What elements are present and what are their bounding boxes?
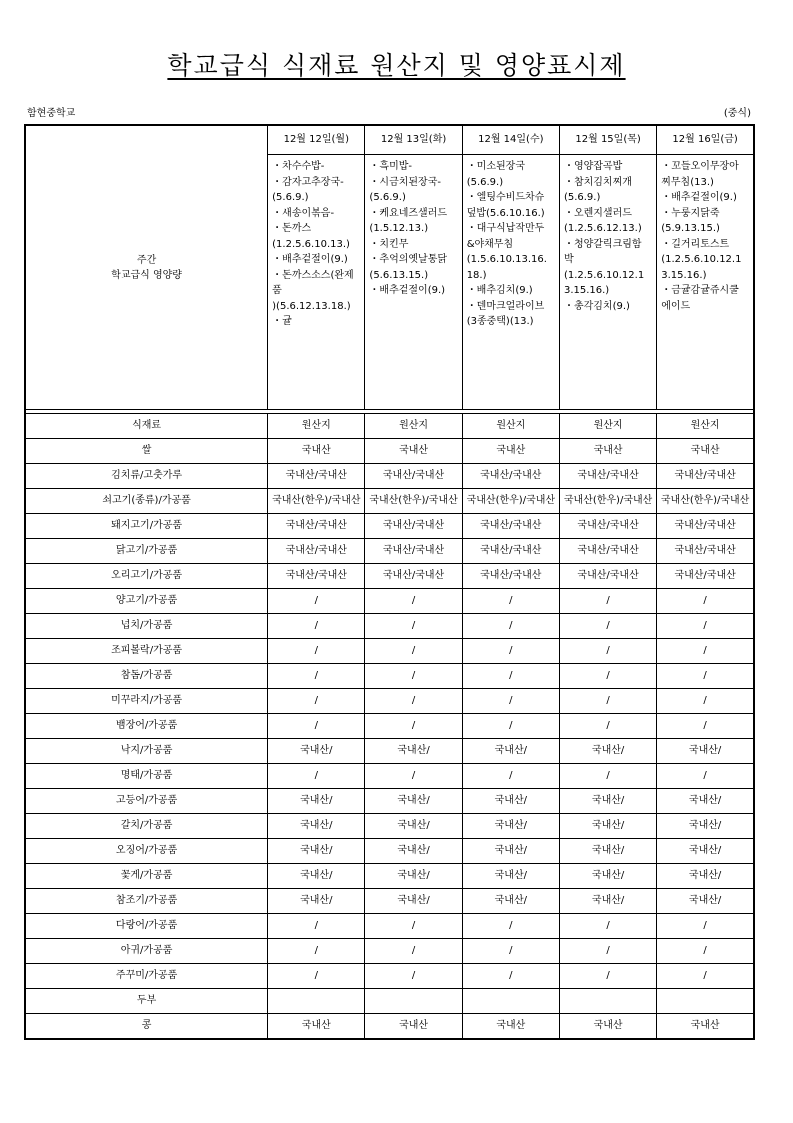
ingredient-label: 양고기/가공품	[25, 589, 268, 614]
date-cell: 12월 13일(화)	[365, 125, 462, 155]
menu-item: (1.5.12.13.)	[369, 223, 429, 234]
origin-value: /	[559, 664, 656, 689]
origin-value: /	[657, 964, 754, 989]
origin-value: /	[268, 764, 365, 789]
origin-row	[25, 864, 754, 889]
origin-row	[25, 589, 754, 614]
origin-value: 국내산/	[462, 839, 559, 864]
origin-value: 국내산	[462, 1014, 559, 1040]
origin-row	[25, 539, 754, 564]
origin-value: 국내산/	[268, 889, 365, 914]
menu-item: ・치킨무	[369, 238, 409, 250]
ingredient-label: 참돔/가공품	[25, 664, 268, 689]
origin-row	[25, 939, 754, 964]
origin-value: /	[268, 939, 365, 964]
origin-value: 국내산	[365, 439, 462, 464]
origin-value: 국내산/	[462, 814, 559, 839]
menu-item: ・돈까스	[272, 223, 312, 234]
origin-value: /	[657, 589, 754, 614]
menu-item: ・엘팅수비드차슈	[466, 192, 545, 203]
ingredient-label: 참조기/가공품	[25, 889, 268, 914]
origin-header: 원산지	[365, 414, 462, 439]
menu-item: (1.5.6.10.13.16.	[466, 254, 547, 265]
menu-item: ・배추김치(9.)	[466, 285, 533, 296]
menu-item: ・추억의옛날통닭	[369, 254, 448, 265]
menu-item: ・케요네즈샐러드	[369, 207, 448, 219]
menu-item: ・미소된장국	[466, 161, 525, 172]
origin-value: /	[268, 614, 365, 639]
menu-item: ・참치김치찌개	[563, 176, 632, 188]
document-title-text: 학교급식 식재료 원산지 및 영양표시제	[167, 51, 626, 80]
origin-row	[25, 689, 754, 714]
origin-value: /	[462, 639, 559, 664]
origin-value: 국내산/	[268, 864, 365, 889]
origin-value: /	[657, 714, 754, 739]
origin-value: 국내산(한우)/국내산	[657, 489, 754, 514]
menu-item: ・덴마크얼라이브	[466, 300, 545, 312]
origin-value: /	[268, 664, 365, 689]
menu-item: 3.15.16.)	[661, 269, 707, 281]
origin-value: 국내산/	[559, 864, 656, 889]
origin-value: 국내산/	[559, 739, 656, 764]
ingredient-label: 낙지/가공품	[25, 739, 268, 764]
origin-value	[559, 989, 656, 1014]
origin-value	[268, 989, 365, 1014]
menu-item: ・배추겉절이(9.)	[272, 254, 348, 265]
menu-item: ・새송이볶음-	[272, 207, 335, 219]
origin-row	[25, 839, 754, 864]
menu-item: ・총각김치(9.)	[563, 300, 630, 312]
origin-value: 국내산(한우)/국내산	[462, 489, 559, 514]
origin-row	[25, 489, 754, 514]
origin-value: /	[462, 589, 559, 614]
origin-value: 국내산	[559, 439, 656, 464]
origin-value: 국내산/국내산	[268, 514, 365, 539]
origin-value: 국내산/국내산	[268, 464, 365, 489]
menu-item: ・누룽지닭죽	[661, 207, 720, 219]
menu-item: (5.6.9.)	[466, 176, 504, 188]
origin-value: /	[559, 764, 656, 789]
origin-row	[25, 914, 754, 939]
menu-item: ・배추겉절이(9.)	[661, 192, 737, 203]
origin-value: 국내산/국내산	[365, 539, 462, 564]
origin-value: /	[365, 764, 462, 789]
menu-item: (5.9.13.15.)	[661, 223, 720, 234]
origin-value: 국내산/국내산	[462, 514, 559, 539]
menu-cell	[657, 155, 754, 410]
menu-item: ・영양잡곡밥	[563, 161, 623, 172]
origin-value: 국내산/	[462, 789, 559, 814]
ingredient-label: 김치류/고춧가루	[25, 464, 268, 489]
ingredient-label: 넙치/가공품	[25, 614, 268, 639]
origin-value: /	[559, 689, 656, 714]
ingredient-label: 오징어/가공품	[25, 839, 268, 864]
origin-row	[25, 789, 754, 814]
menu-item: ・돈까스소스(완제	[272, 269, 354, 281]
origin-value: /	[559, 614, 656, 639]
ingredient-label: 두부	[25, 989, 268, 1014]
origin-value: /	[268, 914, 365, 939]
menu-item: &야채무침	[466, 238, 514, 250]
menu-item: ・시금치된장국-	[369, 176, 441, 188]
origin-value: 국내산/	[268, 739, 365, 764]
origin-value: 국내산/국내산	[462, 564, 559, 589]
origin-row	[25, 714, 754, 739]
ingredient-label: 갈치/가공품	[25, 814, 268, 839]
ingredient-header: 식재료	[25, 414, 268, 439]
ingredient-label: 미꾸라지/가공품	[25, 689, 268, 714]
menu-item: (5.6.9.)	[369, 192, 406, 203]
origin-row	[25, 764, 754, 789]
origin-value	[365, 989, 462, 1014]
origin-value: 국내산/	[365, 739, 462, 764]
weekly-label-line: 학교급식 영양량	[111, 269, 182, 281]
origin-row	[25, 739, 754, 764]
menu-item: (5.6.9.)	[272, 192, 309, 203]
origin-row	[25, 889, 754, 914]
ingredient-label: 돼지고기/가공품	[25, 514, 268, 539]
origin-value: 국내산	[559, 1014, 656, 1040]
origin-value: 국내산/국내산	[657, 539, 754, 564]
origin-value: 국내산/	[462, 864, 559, 889]
origin-value: 국내산/	[268, 839, 365, 864]
origin-header: 원산지	[462, 414, 559, 439]
origin-row	[25, 514, 754, 539]
origin-value: 국내산/	[657, 864, 754, 889]
menu-item: ・귤	[272, 316, 292, 327]
menu-item: 품	[272, 285, 282, 296]
origin-value: 국내산/	[657, 739, 754, 764]
menu-cell	[559, 155, 656, 410]
origin-value: 국내산/국내산	[365, 514, 462, 539]
ingredient-label: 닭고기/가공품	[25, 539, 268, 564]
origin-value: /	[559, 939, 656, 964]
origin-value: /	[657, 689, 754, 714]
origin-value: 국내산/	[657, 814, 754, 839]
menu-cell	[462, 155, 559, 410]
origin-value: 국내산/국내산	[268, 539, 365, 564]
menu-item: 찌무침(13.)	[661, 176, 714, 188]
menu-cell	[365, 155, 462, 410]
origin-value: /	[559, 714, 656, 739]
menu-item: ・배추겉절이(9.)	[369, 285, 446, 296]
origin-header: 원산지	[559, 414, 656, 439]
origin-value: 국내산/국내산	[365, 564, 462, 589]
origin-value: 국내산/	[365, 889, 462, 914]
origin-value: 국내산/	[462, 739, 559, 764]
origin-value: 국내산(한우)/국내산	[365, 489, 462, 514]
origin-row	[25, 614, 754, 639]
origin-value: /	[365, 939, 462, 964]
menu-item: (1.2.5.6.10.12.1	[661, 254, 742, 265]
origin-value: 국내산/국내산	[657, 464, 754, 489]
origin-value: /	[268, 964, 365, 989]
menu-item: (1.2.5.6.10.13.)	[272, 238, 350, 250]
origin-header: 원산지	[268, 414, 365, 439]
origin-row	[25, 989, 754, 1014]
menu-item: 18.)	[466, 269, 487, 281]
menu-item: ・꼬들오이무장아	[661, 161, 739, 172]
weekly-label-line: 주간	[136, 254, 157, 266]
origin-value: 국내산/국내산	[559, 514, 656, 539]
origin-value: /	[462, 689, 559, 714]
origin-value: /	[462, 614, 559, 639]
weekly-nutrition-label	[25, 125, 268, 410]
origin-value: 국내산/국내산	[559, 539, 656, 564]
ingredient-label: 명태/가공품	[25, 764, 268, 789]
origin-value: /	[559, 914, 656, 939]
meal-type: (중식)	[723, 108, 751, 119]
origin-value: /	[365, 964, 462, 989]
origin-value: /	[559, 964, 656, 989]
origin-value: 국내산/	[268, 814, 365, 839]
menu-item: 박	[563, 254, 574, 265]
origin-value: 국내산	[268, 439, 365, 464]
origin-value: /	[462, 914, 559, 939]
origin-value: /	[657, 664, 754, 689]
menu-item: ・감자고추장국-	[272, 176, 344, 188]
meal-table	[24, 124, 755, 1040]
origin-value: /	[657, 914, 754, 939]
meal-table-body	[25, 125, 754, 1039]
date-header-row	[25, 125, 754, 155]
ingredient-label: 꽃게/가공품	[25, 864, 268, 889]
origin-value: 국내산/	[559, 814, 656, 839]
menu-item: ・금귤감귤쥬시쿨	[661, 285, 739, 296]
origin-value: /	[462, 764, 559, 789]
origin-value: /	[365, 614, 462, 639]
origin-value: 국내산/국내산	[462, 539, 559, 564]
menu-item: (5.6.13.15.)	[369, 269, 429, 281]
origin-value: 국내산	[657, 1014, 754, 1040]
origin-value: 국내산/	[365, 789, 462, 814]
menu-item: (3종중택)(13.)	[466, 316, 534, 327]
menu-item: (1.2.5.6.12.13.)	[563, 223, 642, 234]
origin-value: /	[462, 964, 559, 989]
menu-item: 덮밥(5.6.10.16.)	[466, 207, 545, 219]
menu-item: ・청양갈릭크림함	[563, 238, 642, 250]
origin-value: 국내산/	[462, 889, 559, 914]
menu-cell	[268, 155, 365, 410]
origin-value: 국내산/국내산	[365, 464, 462, 489]
origin-row	[25, 564, 754, 589]
origin-value: 국내산/국내산	[657, 514, 754, 539]
document-title	[0, 46, 793, 82]
origin-row	[25, 464, 754, 489]
origin-row	[25, 814, 754, 839]
origin-value: 국내산/국내산	[462, 464, 559, 489]
origin-value: /	[462, 939, 559, 964]
origin-value: 국내산/	[657, 789, 754, 814]
date-cell: 12월 12일(월)	[268, 125, 365, 155]
origin-value: 국내산/	[657, 839, 754, 864]
origin-header: 원산지	[657, 414, 754, 439]
origin-row	[25, 639, 754, 664]
menu-item: 3.15.16.)	[563, 285, 610, 296]
menu-item: (1.2.5.6.10.12.1	[563, 269, 645, 281]
ingredient-label: 쇠고기(종류)/가공품	[25, 489, 268, 514]
menu-item: 에이드	[661, 300, 691, 312]
origin-value: /	[657, 639, 754, 664]
origin-value: /	[365, 639, 462, 664]
origin-row	[25, 664, 754, 689]
ingredient-label: 뱀장어/가공품	[25, 714, 268, 739]
origin-value: /	[268, 714, 365, 739]
menu-item: (5.6.9.)	[563, 192, 601, 203]
ingredient-label: 쌀	[25, 439, 268, 464]
ingredient-label: 아귀/가공품	[25, 939, 268, 964]
origin-value: /	[657, 764, 754, 789]
origin-value: 국내산	[268, 1014, 365, 1040]
origin-value: /	[365, 664, 462, 689]
ingredient-label: 조피볼락/가공품	[25, 639, 268, 664]
origin-value: 국내산/	[657, 889, 754, 914]
menu-item: )(5.6.12.13.18.)	[272, 300, 351, 312]
origin-value: /	[365, 689, 462, 714]
origin-row	[25, 1014, 754, 1040]
origin-value: /	[462, 664, 559, 689]
origin-value: 국내산(한우)/국내산	[268, 489, 365, 514]
origin-header-row	[25, 414, 754, 439]
origin-value: 국내산(한우)/국내산	[559, 489, 656, 514]
origin-row	[25, 439, 754, 464]
origin-value	[462, 989, 559, 1014]
origin-value: /	[657, 939, 754, 964]
ingredient-label: 오리고기/가공품	[25, 564, 268, 589]
origin-value: 국내산/	[559, 789, 656, 814]
origin-value: /	[365, 914, 462, 939]
date-cell: 12월 15일(목)	[559, 125, 656, 155]
origin-value: 국내산	[657, 439, 754, 464]
origin-value: /	[365, 714, 462, 739]
menu-item: ・길거리토스트	[661, 238, 730, 250]
origin-value: /	[657, 614, 754, 639]
ingredient-label: 고등어/가공품	[25, 789, 268, 814]
ingredient-label: 다랑어/가공품	[25, 914, 268, 939]
origin-value: 국내산/	[365, 839, 462, 864]
origin-value: 국내산	[365, 1014, 462, 1040]
origin-value: /	[268, 639, 365, 664]
origin-value: /	[268, 589, 365, 614]
origin-value: 국내산	[462, 439, 559, 464]
origin-value: 국내산/	[365, 814, 462, 839]
menu-item: ・오렌지샐러드	[563, 207, 632, 219]
origin-value: 국내산/	[559, 889, 656, 914]
school-name: 함현중학교	[27, 108, 76, 119]
origin-value: 국내산/국내산	[559, 464, 656, 489]
origin-value: /	[559, 639, 656, 664]
date-cell: 12월 16일(금)	[657, 125, 754, 155]
origin-value: /	[559, 589, 656, 614]
origin-row	[25, 964, 754, 989]
origin-value	[657, 989, 754, 1014]
origin-value: 국내산/국내산	[657, 564, 754, 589]
ingredient-label: 콩	[25, 1014, 268, 1040]
origin-value: /	[365, 589, 462, 614]
origin-value: 국내산/국내산	[268, 564, 365, 589]
origin-value: /	[462, 714, 559, 739]
origin-value: 국내산/국내산	[559, 564, 656, 589]
origin-value: 국내산/	[268, 789, 365, 814]
ingredient-label: 주꾸미/가공품	[25, 964, 268, 989]
origin-value: /	[268, 689, 365, 714]
origin-value: 국내산/	[365, 864, 462, 889]
menu-item: ・차수수밥-	[272, 161, 325, 172]
menu-item: ・대구식납작만두	[466, 223, 545, 234]
date-cell: 12월 14일(수)	[462, 125, 559, 155]
origin-value: 국내산/	[559, 839, 656, 864]
menu-item: ・흑미밥-	[369, 161, 413, 172]
